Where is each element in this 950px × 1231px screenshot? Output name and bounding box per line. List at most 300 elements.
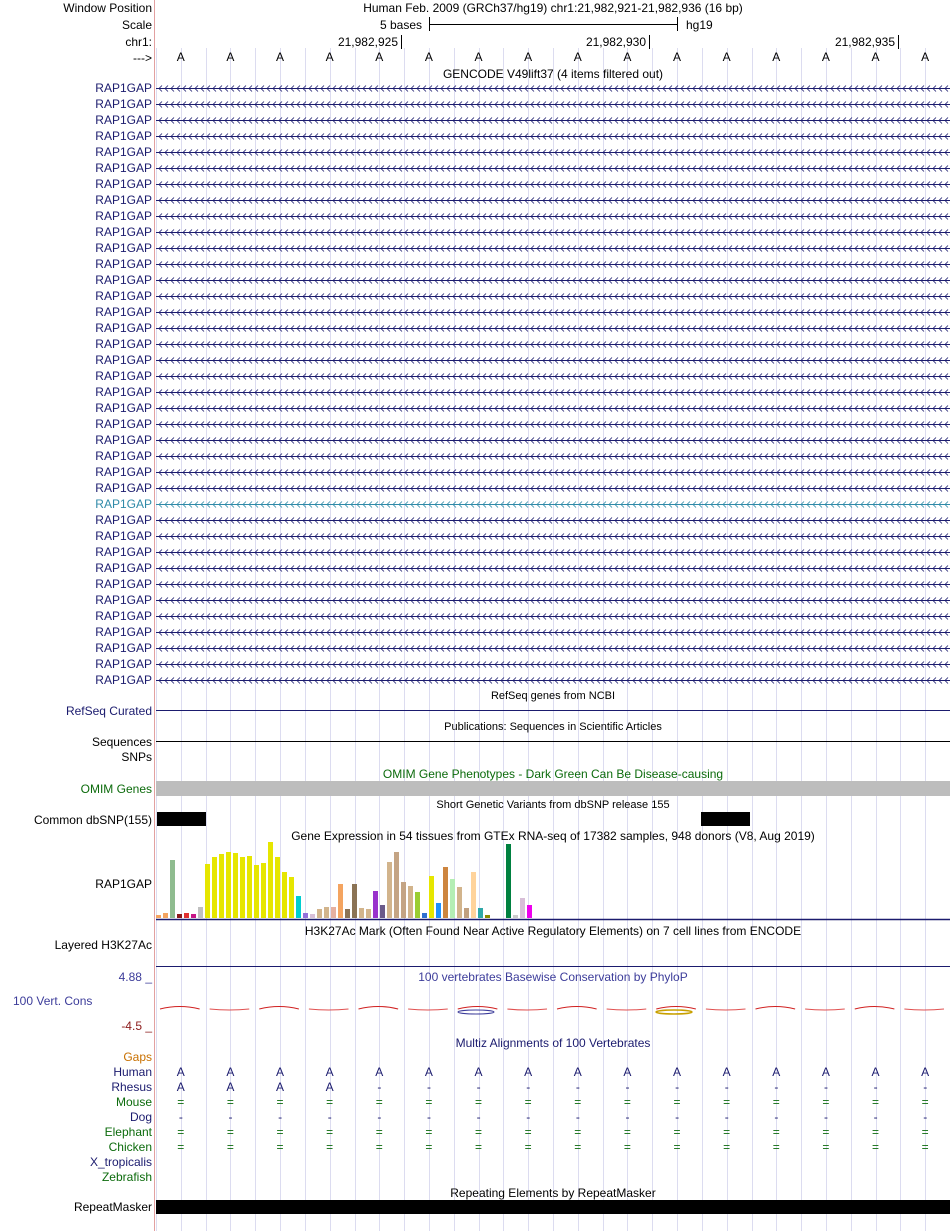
gencode-transcript[interactable]: [156, 81, 950, 95]
multiz-species-label[interactable]: Mouse: [115, 1095, 152, 1109]
gtex-title: Gene Expression in 54 tissues from GTEx RNA-seq of 17382 samples, 948 donors (V8, Aug 2019): [291, 829, 815, 843]
gtex-tissue-bar[interactable]: [296, 896, 301, 918]
gencode-gene-label[interactable]: RAP1GAP: [95, 113, 152, 127]
dbsnp-title: Short Genetic Variants from dbSNP release 155: [436, 799, 670, 811]
multiz-base: =: [226, 1140, 234, 1154]
gencode-gene-label[interactable]: RAP1GAP: [95, 369, 152, 383]
gtex-tissue-bar[interactable]: [401, 882, 406, 918]
gtex-tissue-bar[interactable]: [436, 903, 441, 918]
multiz-base: A: [474, 1065, 483, 1079]
gtex-tissue-bar[interactable]: [506, 844, 511, 918]
multiz-base: =: [921, 1095, 929, 1109]
gencode-transcript[interactable]: [156, 641, 950, 655]
gencode-gene-label[interactable]: RAP1GAP: [95, 273, 152, 287]
gtex-tissue-bar[interactable]: [422, 913, 427, 918]
multiz-base: A: [276, 1065, 285, 1079]
multiz-base: =: [574, 1125, 582, 1139]
multiz-base: =: [723, 1125, 731, 1139]
gtex-tissue-bar[interactable]: [310, 914, 315, 918]
base-letter: A: [921, 50, 930, 64]
gtex-tissue-bar[interactable]: [366, 909, 371, 918]
gencode-gene-label[interactable]: RAP1GAP: [95, 561, 152, 575]
gtex-tissue-bar[interactable]: [394, 852, 399, 918]
multiz-base: A: [921, 1065, 930, 1079]
gtex-tissue-bar[interactable]: [226, 852, 231, 918]
multiz-base: -: [426, 1080, 431, 1094]
base-letter: A: [424, 50, 433, 64]
multiz-base: A: [673, 1065, 682, 1079]
multiz-base: -: [625, 1080, 630, 1094]
multiz-base: =: [475, 1125, 483, 1139]
gtex-chart[interactable]: [156, 840, 950, 922]
multiz-base: -: [923, 1110, 928, 1124]
phylop-marker: [458, 1010, 494, 1014]
gtex-tissue-bar[interactable]: [198, 907, 203, 918]
scale-bar: [430, 24, 678, 25]
multiz-base: A: [276, 1080, 285, 1094]
multiz-base: =: [723, 1140, 731, 1154]
sequences-label[interactable]: Sequences: [91, 735, 152, 749]
multiz-species-label[interactable]: Zebrafish: [101, 1170, 152, 1184]
multiz-base: A: [176, 1080, 185, 1094]
base-letter: A: [276, 50, 285, 64]
phylop-score[interactable]: [507, 1009, 547, 1010]
gencode-gene-label[interactable]: RAP1GAP: [95, 577, 152, 591]
multiz-base: =: [921, 1140, 929, 1154]
h3k27ac-label[interactable]: Layered H3K27Ac: [54, 938, 152, 952]
gencode-transcript[interactable]: [156, 225, 950, 239]
gencode-gene-label[interactable]: RAP1GAP: [95, 305, 152, 319]
multiz-base: -: [575, 1080, 580, 1094]
gtex-tissue-bar[interactable]: [163, 913, 168, 918]
gencode-gene-label[interactable]: RAP1GAP: [95, 145, 152, 159]
gtex-tissue-bar[interactable]: [520, 898, 525, 918]
refseq-label[interactable]: RefSeq Curated: [65, 704, 152, 718]
gtex-tissue-bar[interactable]: [240, 857, 245, 918]
multiz-base: =: [375, 1095, 383, 1109]
gencode-transcript[interactable]: [156, 289, 950, 303]
gencode-gene-label[interactable]: RAP1GAP: [95, 481, 152, 495]
multiz-base: =: [475, 1095, 483, 1109]
multiz-base: =: [177, 1095, 185, 1109]
multiz-base: A: [325, 1080, 334, 1094]
multiz-base: =: [375, 1125, 383, 1139]
multiz-base: =: [276, 1095, 284, 1109]
multiz-base: -: [278, 1110, 283, 1124]
gencode-gene-label[interactable]: RAP1GAP: [95, 593, 152, 607]
multiz-base: =: [723, 1095, 731, 1109]
multiz-base: -: [675, 1110, 680, 1124]
multiz-base: -: [327, 1110, 332, 1124]
gencode-transcript[interactable]: [156, 337, 950, 351]
gencode-gene-label[interactable]: RAP1GAP: [95, 609, 152, 623]
multiz-base: =: [772, 1140, 780, 1154]
gtex-tissue-bar[interactable]: [324, 907, 329, 918]
base-letter: A: [573, 50, 582, 64]
multiz-base: -: [774, 1110, 779, 1124]
gencode-transcript[interactable]: [156, 129, 950, 143]
phylop-label[interactable]: 100 Vert. Cons: [13, 994, 93, 1008]
gencode-gene-label[interactable]: RAP1GAP: [95, 97, 152, 111]
gencode-transcript[interactable]: [156, 193, 950, 207]
omim-bar[interactable]: [156, 781, 950, 796]
gencode-transcript[interactable]: [156, 673, 950, 687]
multiz-base: A: [424, 1065, 433, 1079]
gtex-tissue-bar[interactable]: [156, 915, 161, 918]
gencode-transcript[interactable]: [156, 657, 950, 671]
base-letter: A: [375, 50, 384, 64]
gtex-tissue-bar[interactable]: [387, 862, 392, 918]
dbsnp-variant-1[interactable]: [157, 812, 206, 826]
gtex-tissue-bar[interactable]: [457, 887, 462, 918]
gencode-gene-label[interactable]: RAP1GAP: [95, 673, 152, 687]
window-position-text: Human Feb. 2009 (GRCh37/hg19) chr1:21,982,921-21,982,936 (16 bp): [363, 1, 743, 15]
gencode-transcript[interactable]: [156, 321, 950, 335]
multiz-base: -: [625, 1110, 630, 1124]
multiz-base: =: [475, 1140, 483, 1154]
multiz-base: =: [673, 1125, 681, 1139]
multiz-base: -: [724, 1080, 729, 1094]
phylop-score[interactable]: [904, 1009, 944, 1010]
phylop-score[interactable]: [656, 1007, 696, 1010]
multiz-base: -: [228, 1110, 233, 1124]
multiz-species-label[interactable]: Gaps: [123, 1050, 152, 1064]
publications-title: Publications: Sequences in Scientific Articles: [444, 721, 662, 733]
multiz-base: =: [822, 1140, 830, 1154]
gtex-tissue-bar[interactable]: [331, 907, 336, 918]
gencode-transcript[interactable]: [156, 513, 950, 527]
publications-line[interactable]: [156, 741, 950, 742]
gtex-tissue-bar[interactable]: [177, 914, 182, 918]
gtex-tissue-bar[interactable]: [275, 857, 280, 918]
gencode-gene-label[interactable]: RAP1GAP: [95, 529, 152, 543]
multiz-species-label[interactable]: X_tropicalis: [89, 1155, 152, 1169]
phylop-score[interactable]: [607, 1009, 647, 1010]
gencode-transcript[interactable]: [156, 561, 950, 575]
gencode-transcript[interactable]: [156, 433, 950, 447]
gtex-tissue-bar[interactable]: [380, 905, 385, 918]
base-letter: A: [176, 50, 185, 64]
base-letter: A: [673, 50, 682, 64]
gtex-tissue-bar[interactable]: [303, 913, 308, 918]
gtex-tissue-bar[interactable]: [527, 905, 532, 918]
multiz-base: =: [425, 1095, 433, 1109]
h3k27ac-line[interactable]: [156, 966, 950, 967]
gtex-tissue-bar[interactable]: [471, 872, 476, 918]
gtex-tissue-bar[interactable]: [233, 853, 238, 918]
gencode-transcript[interactable]: [156, 497, 950, 511]
gtex-tissue-bar[interactable]: [464, 908, 469, 918]
gencode-transcript[interactable]: [156, 417, 950, 431]
multiz-base: =: [822, 1095, 830, 1109]
multiz-base: -: [526, 1080, 531, 1094]
multiz-species-label[interactable]: Elephant: [104, 1125, 152, 1139]
multiz-base: A: [226, 1065, 235, 1079]
multiz-base: =: [177, 1140, 185, 1154]
gencode-gene-label[interactable]: RAP1GAP: [95, 193, 152, 207]
multiz-base: A: [821, 1065, 830, 1079]
gencode-gene-label[interactable]: RAP1GAP: [95, 161, 152, 175]
multiz-base: A: [524, 1065, 533, 1079]
label-divider: [154, 0, 155, 1231]
gencode-gene-label[interactable]: RAP1GAP: [95, 385, 152, 399]
gencode-gene-label[interactable]: RAP1GAP: [95, 209, 152, 223]
gtex-label[interactable]: RAP1GAP: [95, 877, 152, 891]
phylop-min: -4.5 _: [121, 1019, 152, 1033]
gtex-tissue-bar[interactable]: [268, 842, 273, 918]
gtex-tissue-bar[interactable]: [282, 872, 287, 918]
scale-label: Scale: [121, 18, 152, 32]
multiz-base: -: [823, 1110, 828, 1124]
gtex-tissue-bar[interactable]: [415, 892, 420, 918]
gencode-transcript[interactable]: [156, 113, 950, 127]
snps-label[interactable]: SNPs: [121, 750, 152, 764]
multiz-base: =: [772, 1125, 780, 1139]
gtex-tissue-bar[interactable]: [261, 863, 266, 918]
multiz-base: =: [524, 1140, 532, 1154]
gencode-gene-label[interactable]: RAP1GAP: [95, 545, 152, 559]
multiz-base: -: [873, 1110, 878, 1124]
multiz-base: =: [326, 1095, 334, 1109]
multiz-base: A: [722, 1065, 731, 1079]
gtex-tissue-bar[interactable]: [205, 864, 210, 918]
multiz-base: A: [226, 1080, 235, 1094]
multiz-base: -: [476, 1080, 481, 1094]
gencode-gene-label[interactable]: RAP1GAP: [95, 321, 152, 335]
gencode-gene-label[interactable]: RAP1GAP: [95, 177, 152, 191]
multiz-base: =: [673, 1140, 681, 1154]
phylop-score[interactable]: [160, 1007, 200, 1010]
gencode-gene-label[interactable]: RAP1GAP: [95, 465, 152, 479]
gencode-transcript[interactable]: [156, 577, 950, 591]
gencode-gene-label[interactable]: RAP1GAP: [95, 433, 152, 447]
gtex-tissue-bar[interactable]: [184, 913, 189, 918]
gencode-gene-label[interactable]: RAP1GAP: [95, 337, 152, 351]
multiz-base: =: [623, 1095, 631, 1109]
base-letter: A: [772, 50, 781, 64]
base-letter: A: [474, 50, 483, 64]
gtex-tissue-bar[interactable]: [191, 914, 196, 918]
gtex-tissue-bar[interactable]: [373, 891, 378, 918]
gencode-transcript[interactable]: [156, 209, 950, 223]
gencode-gene-label[interactable]: RAP1GAP: [95, 449, 152, 463]
gtex-tissue-bar[interactable]: [485, 915, 490, 918]
gtex-tissue-bar[interactable]: [352, 884, 357, 918]
multiz-base: A: [772, 1065, 781, 1079]
phylop-score[interactable]: [458, 1007, 498, 1010]
multiz-base: =: [177, 1125, 185, 1139]
repeatmasker-title: Repeating Elements by RepeatMasker: [450, 1186, 656, 1200]
gtex-tissue-bar[interactable]: [170, 860, 175, 918]
multiz-base: -: [377, 1080, 382, 1094]
multiz-base: -: [377, 1110, 382, 1124]
base-letter: A: [226, 50, 235, 64]
multiz-species-label[interactable]: Chicken: [108, 1140, 152, 1154]
gencode-transcript[interactable]: [156, 465, 950, 479]
gencode-gene-label[interactable]: RAP1GAP: [95, 625, 152, 639]
base-letter: A: [524, 50, 533, 64]
gencode-gene-label[interactable]: RAP1GAP: [95, 513, 152, 527]
multiz-base: -: [426, 1110, 431, 1124]
scale-text: 5 bases: [380, 18, 423, 32]
multiz-base: A: [375, 1065, 384, 1079]
gtex-tissue-bar[interactable]: [254, 865, 259, 918]
gencode-transcript[interactable]: [156, 385, 950, 399]
multiz-base: =: [425, 1125, 433, 1139]
multiz-base: =: [326, 1140, 334, 1154]
gtex-tissue-bar[interactable]: [429, 876, 434, 918]
refseq-title: RefSeq genes from NCBI: [490, 690, 616, 702]
multiz-base: A: [871, 1065, 880, 1079]
gtex-tissue-bar[interactable]: [478, 908, 483, 918]
multiz-base: =: [425, 1140, 433, 1154]
gencode-gene-label[interactable]: RAP1GAP: [95, 353, 152, 367]
gencode-transcript[interactable]: [156, 625, 950, 639]
phylop-score[interactable]: [855, 1007, 895, 1010]
dbsnp-variant-2[interactable]: [701, 812, 750, 826]
gencode-transcript[interactable]: [156, 369, 950, 383]
phylop-score[interactable]: [706, 1009, 746, 1010]
window-position-label: Window Position: [63, 1, 152, 15]
multiz-base: =: [276, 1140, 284, 1154]
multiz-base: -: [923, 1080, 928, 1094]
gencode-transcript[interactable]: [156, 401, 950, 415]
gencode-transcript[interactable]: [156, 529, 950, 543]
gencode-transcript[interactable]: [156, 305, 950, 319]
omim-label[interactable]: OMIM Genes: [80, 782, 152, 796]
gencode-gene-label[interactable]: RAP1GAP: [95, 225, 152, 239]
strand-label: --->: [133, 51, 152, 65]
gencode-transcript[interactable]: [156, 161, 950, 175]
gencode-gene-label[interactable]: RAP1GAP: [95, 401, 152, 415]
multiz-base: -: [476, 1110, 481, 1124]
multiz-species-label[interactable]: Rhesus: [111, 1080, 152, 1094]
gencode-gene-label[interactable]: RAP1GAP: [95, 641, 152, 655]
gtex-tissue-bar[interactable]: [219, 854, 224, 918]
multiz-base: =: [872, 1095, 880, 1109]
phylop-score[interactable]: [210, 1009, 250, 1010]
phylop-score[interactable]: [359, 1007, 399, 1010]
multiz-base: =: [921, 1125, 929, 1139]
omim-title: OMIM Gene Phenotypes - Dark Green Can Be Disease-causing: [382, 767, 724, 781]
gencode-transcript[interactable]: [156, 97, 950, 111]
multiz-base: =: [226, 1095, 234, 1109]
multiz-base: =: [375, 1140, 383, 1154]
multiz-base: =: [623, 1140, 631, 1154]
gtex-tissue-bar[interactable]: [212, 857, 217, 918]
gtex-tissue-bar[interactable]: [317, 909, 322, 918]
gencode-transcript[interactable]: [156, 273, 950, 287]
gencode-gene-label[interactable]: RAP1GAP: [95, 81, 152, 95]
multiz-base: A: [623, 1065, 632, 1079]
multiz-base: =: [524, 1125, 532, 1139]
ruler-tick-1: 21,982,925: [338, 35, 402, 49]
gencode-gene-label[interactable]: RAP1GAP: [95, 129, 152, 143]
gtex-tissue-bar[interactable]: [289, 877, 294, 918]
gtex-tissue-bar[interactable]: [443, 867, 448, 918]
chrom-label: chr1:: [125, 35, 152, 49]
multiz-base: =: [822, 1125, 830, 1139]
gencode-transcript[interactable]: [156, 177, 950, 191]
scale-bar-right-tick: [677, 17, 678, 31]
base-letter: A: [623, 50, 632, 64]
multiz-base: =: [326, 1125, 334, 1139]
multiz-base: -: [873, 1080, 878, 1094]
gtex-tissue-bar[interactable]: [513, 915, 518, 918]
gencode-transcript[interactable]: [156, 449, 950, 463]
multiz-base: -: [526, 1110, 531, 1124]
scale-assembly: hg19: [686, 18, 713, 32]
gencode-gene-label[interactable]: RAP1GAP: [95, 417, 152, 431]
multiz-base: =: [574, 1095, 582, 1109]
gtex-tissue-bar[interactable]: [338, 884, 343, 918]
repeatmasker-bar[interactable]: [156, 1200, 950, 1214]
gtex-tissue-bar[interactable]: [408, 886, 413, 918]
phylop-score[interactable]: [805, 1009, 845, 1010]
gencode-transcript[interactable]: [156, 545, 950, 559]
repeatmasker-label[interactable]: RepeatMasker: [73, 1200, 152, 1214]
multiz-base: A: [176, 1065, 185, 1079]
multiz-base: =: [673, 1095, 681, 1109]
phylop-marker: [656, 1010, 692, 1014]
gtex-tissue-bar[interactable]: [345, 909, 350, 918]
ruler-tick-3: 21,982,935: [835, 35, 899, 49]
base-letter: A: [325, 50, 334, 64]
gencode-transcript[interactable]: [156, 145, 950, 159]
phylop-plot[interactable]: [156, 1000, 950, 1020]
ruler-tick-2: 21,982,930: [586, 35, 650, 49]
gencode-transcript[interactable]: [156, 257, 950, 271]
phylop-score[interactable]: [756, 1007, 796, 1010]
multiz-base: =: [872, 1125, 880, 1139]
multiz-base: A: [573, 1065, 582, 1079]
multiz-base: -: [178, 1110, 183, 1124]
gencode-transcript[interactable]: [156, 481, 950, 495]
gencode-gene-label[interactable]: RAP1GAP: [95, 657, 152, 671]
gtex-tissue-bar[interactable]: [359, 908, 364, 918]
gtex-tissue-bar[interactable]: [450, 879, 455, 918]
multiz-base: =: [872, 1140, 880, 1154]
multiz-base: -: [724, 1110, 729, 1124]
phylop-max: 4.88 _: [118, 970, 152, 984]
gencode-gene-label[interactable]: RAP1GAP: [95, 289, 152, 303]
gencode-transcript[interactable]: [156, 241, 950, 255]
multiz-base: -: [774, 1080, 779, 1094]
phylop-score[interactable]: [408, 1009, 448, 1010]
base-letter: A: [722, 50, 731, 64]
scale-bar-left-tick: [429, 17, 430, 31]
phylop-score[interactable]: [309, 1009, 349, 1010]
multiz-base: =: [524, 1095, 532, 1109]
refseq-line[interactable]: [156, 710, 950, 711]
multiz-base: -: [675, 1080, 680, 1094]
phylop-score[interactable]: [259, 1007, 299, 1010]
gencode-gene-label[interactable]: RAP1GAP: [95, 497, 152, 511]
gencode-gene-label[interactable]: RAP1GAP: [95, 241, 152, 255]
gencode-transcript[interactable]: [156, 609, 950, 623]
gencode-transcript[interactable]: [156, 593, 950, 607]
dbsnp-label[interactable]: Common dbSNP(155): [33, 813, 152, 827]
phylop-score[interactable]: [557, 1007, 597, 1010]
multiz-base: =: [276, 1125, 284, 1139]
multiz-species-label[interactable]: Dog: [129, 1110, 152, 1124]
gencode-gene-label[interactable]: RAP1GAP: [95, 257, 152, 271]
multiz-base: =: [574, 1140, 582, 1154]
multiz-species-label[interactable]: Human: [113, 1065, 152, 1079]
gtex-tissue-bar[interactable]: [247, 856, 252, 918]
gencode-title: GENCODE V49lift37 (4 items filtered out): [442, 67, 664, 81]
gencode-transcript[interactable]: [156, 353, 950, 367]
